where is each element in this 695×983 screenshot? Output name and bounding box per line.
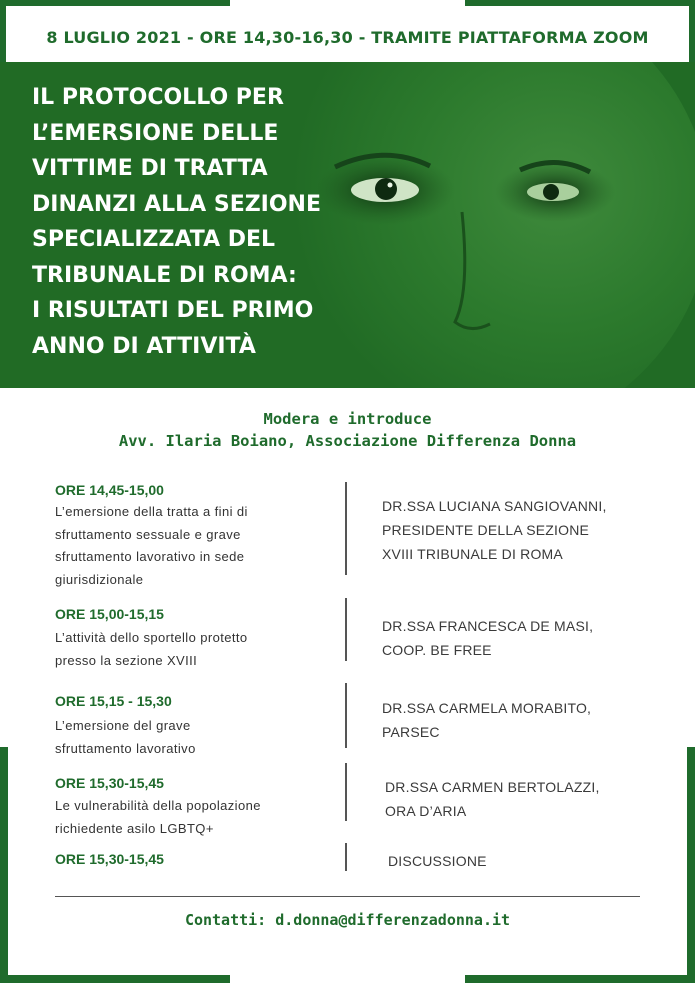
session-description xyxy=(55,501,330,591)
session-speaker-line: DR.SSA LUCIANA SANGIOVANNI, xyxy=(382,498,607,514)
column-divider xyxy=(345,843,347,871)
session-speaker-line: DISCUSSIONE xyxy=(388,853,487,869)
moderator-block xyxy=(0,408,695,452)
bottom-left-frame-base xyxy=(0,975,230,983)
column-divider xyxy=(345,683,347,748)
session-description-line: L’attività dello sportello protetto xyxy=(55,630,248,645)
session-description xyxy=(55,795,330,840)
session-description-line: L’emersione del grave xyxy=(55,718,191,733)
session-time: ORE 14,45-15,00 xyxy=(55,482,164,498)
session-description-line: sfruttamento lavorativo in sede xyxy=(55,549,245,564)
session-speaker-line: DR.SSA CARMEN BERTOLAZZI, xyxy=(385,779,600,795)
column-divider xyxy=(345,598,347,661)
session-speaker-line: PARSEC xyxy=(382,724,440,740)
event-title-line: TRIBUNALE DI ROMA: xyxy=(32,262,297,288)
session-description-line: giurisdizionale xyxy=(55,571,144,587)
session-description-line: richiedente asilo LGBTQ+ xyxy=(55,820,214,836)
session-speaker-line: COOP. BE FREE xyxy=(382,642,492,658)
session-speaker xyxy=(388,849,668,873)
session-speaker-line: PRESIDENTE DELLA SEZIONE xyxy=(382,522,590,538)
moderator-heading: Modera e introduce xyxy=(263,410,432,428)
column-divider xyxy=(345,763,347,821)
moderator-name: Avv. Ilaria Boiano, Associazione Differenza Donna xyxy=(118,432,577,450)
session-description-line: sfruttamento sessuale e grave xyxy=(55,526,241,542)
session-speaker xyxy=(382,696,662,744)
session-description-line: L’emersione della tratta a fini di xyxy=(55,504,248,519)
column-divider xyxy=(345,482,347,575)
event-title-line: SPECIALIZZATA DEL xyxy=(32,227,276,252)
bottom-right-frame-base xyxy=(465,975,695,983)
session-time: ORE 15,30-15,45 xyxy=(55,775,164,791)
top-right-frame-bar xyxy=(465,0,695,6)
event-title-line: IL PROTOCOLLO PER xyxy=(32,85,284,110)
session-speaker-line: ORA D’ARIA xyxy=(385,803,467,819)
bottom-right-frame-bar xyxy=(687,747,695,983)
footer-divider xyxy=(55,896,640,897)
event-title-line: VITTIME DI TRATTA xyxy=(32,156,268,181)
session-speaker xyxy=(385,775,665,823)
session-speaker-line: DR.SSA FRANCESCA DE MASI, xyxy=(382,618,594,634)
hero-banner xyxy=(0,62,695,388)
session-description-line: presso la sezione XVIII xyxy=(55,652,198,668)
session-description xyxy=(55,715,330,760)
session-speaker-line: XVIII TRIBUNALE DI ROMA xyxy=(382,546,563,562)
session-time: ORE 15,15 - 15,30 xyxy=(55,693,172,709)
session-description xyxy=(55,627,330,672)
event-title-line: DINANZI ALLA SEZIONE xyxy=(32,191,321,217)
session-speaker-line: DR.SSA CARMELA MORABITO, xyxy=(382,700,592,716)
session-description-line: sfruttamento lavorativo xyxy=(55,740,196,756)
event-title-line: I RISULTATI DEL PRIMO xyxy=(32,298,314,323)
session-speaker xyxy=(382,494,662,566)
event-title xyxy=(32,80,352,364)
top-left-frame-bar xyxy=(0,0,230,6)
bottom-left-frame-bar xyxy=(0,747,8,983)
session-time: ORE 15,00-15,15 xyxy=(55,606,164,622)
event-date-line: 8 LUGLIO 2021 - ORE 14,30-16,30 - TRAMITE PIATTAFORMA ZOOM xyxy=(46,28,649,47)
contact-line: Contatti: d.donna@differenzadonna.it xyxy=(184,911,511,929)
session-speaker xyxy=(382,614,662,662)
session-description-line: Le vulnerabilità della popolazione xyxy=(55,798,261,813)
event-title-line: ANNO DI ATTIVITÀ xyxy=(32,333,256,359)
event-title-line: L’EMERSIONE DELLE xyxy=(32,120,279,146)
session-time: ORE 15,30-15,45 xyxy=(55,851,164,867)
